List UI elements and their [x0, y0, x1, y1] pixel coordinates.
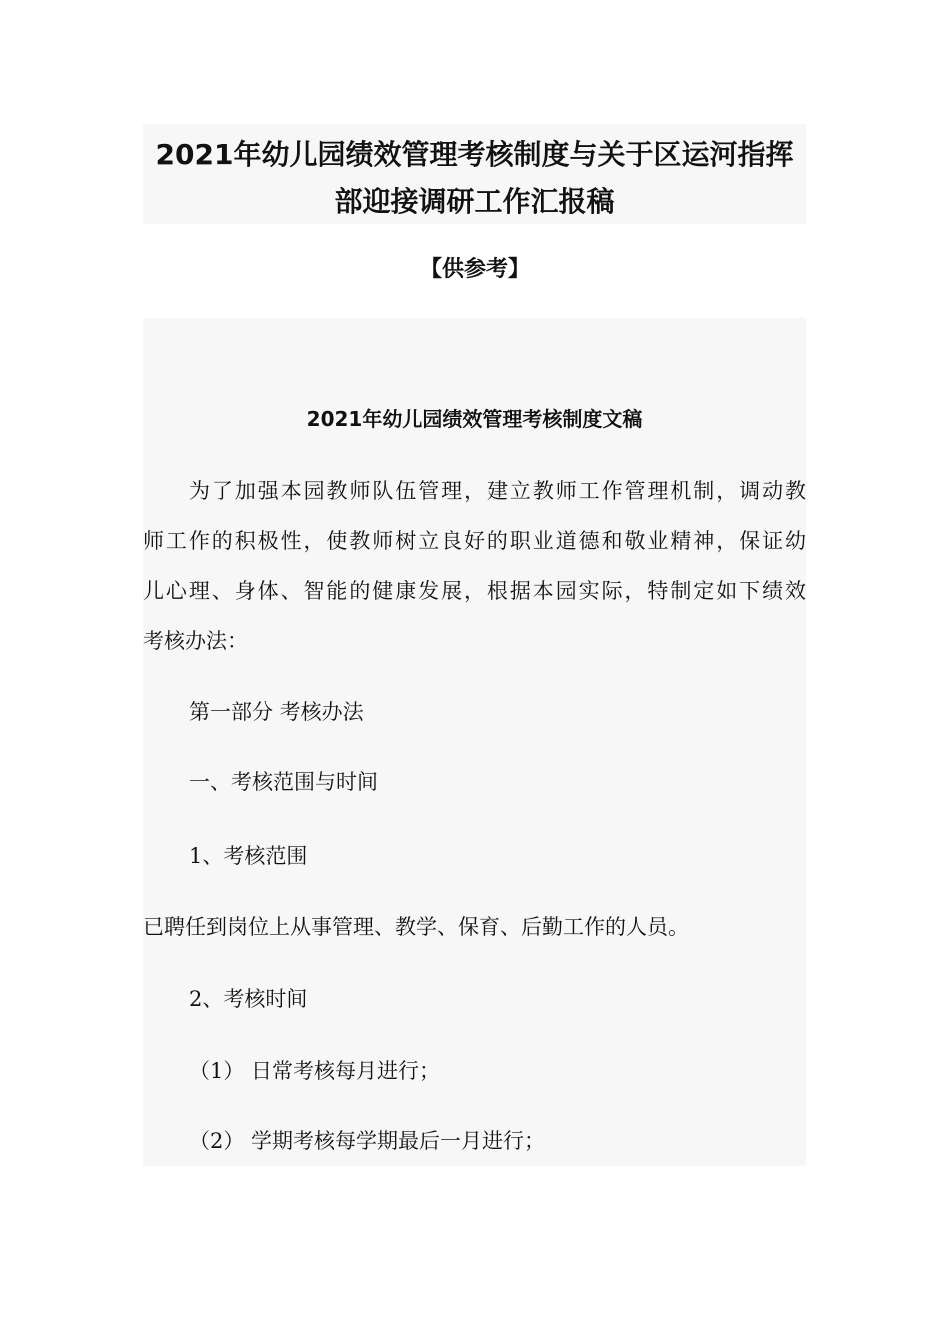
item-1-text: 已聘任到岗位上从事管理、教学、保育、后勤工作的人员。 [143, 915, 689, 939]
document-main-title-line-2: 部迎接调研工作汇报稿 [334, 185, 615, 218]
intro-paragraph-line-2: 师工作的积极性，使教师树立良好的职业道德和敬业精神，保证幼 [143, 529, 806, 553]
intro-paragraph-line-1: 为了加强本园教师队伍管理，建立教师工作管理机制，调动教 [189, 479, 806, 503]
document-main-title-line-1: 2021年幼儿园绩效管理考核制度与关于区运河指挥 [155, 138, 794, 171]
item-1-heading: 1、考核范围 [189, 844, 308, 868]
section-heading: 一、考核范围与时间 [189, 770, 378, 794]
part-heading: 第一部分 考核办法 [189, 700, 364, 724]
section-title: 2021年幼儿园绩效管理考核制度文稿 [306, 407, 643, 431]
document-body [143, 318, 806, 1166]
intro-paragraph-line-3: 儿心理、身体、智能的健康发展，根据本园实际，特制定如下绩效 [143, 579, 806, 603]
sub-item-2: （2） 学期考核每学期最后一月进行； [189, 1129, 546, 1153]
reference-tag: 【供参考】 [419, 257, 530, 282]
item-2-heading: 2、考核时间 [189, 987, 308, 1011]
sub-item-1: （1） 日常考核每月进行； [189, 1059, 441, 1083]
title-block [143, 124, 806, 224]
intro-paragraph-line-4: 考核办法： [143, 629, 248, 653]
